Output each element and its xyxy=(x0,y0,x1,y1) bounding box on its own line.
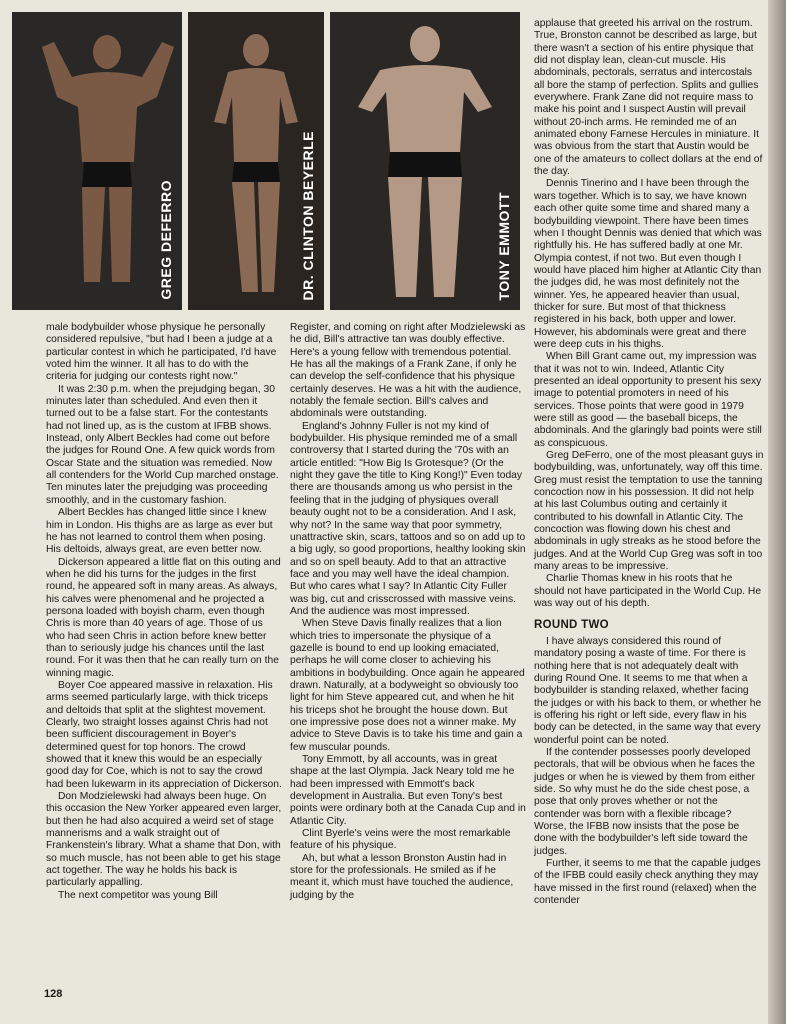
paragraph: Tony Emmott, by all accounts, was in great shape at the last Olympia. Jack Neary told me he had been impressed with Emmott's back development in Australia. But even Tony's best points were ordinary both at the Canada Cup and in Atlantic City. xyxy=(290,754,526,827)
text-column-3 xyxy=(534,18,764,907)
paragraph: Boyer Coe appeared massive in relaxation. His arms seemed particularly large, with thick triceps and deltoids that split at the slightest movement. Clearly, two straight losses against Chris had not been sufficient discouragement in Boyer's determined quest for top honors. The crowd showed that it knew this would be an especially good day for Coe, which is not to say the crowd had been lukewarm in its appreciation of Dickerson. xyxy=(46,679,282,790)
bodybuilder-figure-3 xyxy=(330,12,520,310)
paragraph: male bodybuilder whose physique he personally considered repulsive, "but had I been a judge at a particular contest in which he participated, I'd have voted him the winner. It all has to do with the criteria for judging our contests right now." xyxy=(46,322,277,383)
page-binding-edge xyxy=(768,0,786,1024)
paragraph: If the contender possesses poorly developed pectorals, that will be obvious when he faces the judges or when he is viewed by them from either side. So why must he do the side chest pose, a pose that only proves whether or not the contender was born with a flexible ribcage? Worse, the IFBB now insists that the pose be done with the bodybuilder's left side toward the judges. xyxy=(534,746,755,857)
section-heading-round-two: ROUND TWO xyxy=(534,618,609,631)
paragraph: Greg DeFerro, one of the most pleasant guys in bodybuilding, was, unfortunately, way off this time. Greg must resist the temptation to use the tanning concoction now in his possession. It did not help at his last Columbus outing and certainly it contributed to his downfall in Atlantic City. The concoction was flowing down his chest and abdominals in ugly streaks as he stood before the judges. And at the World Cup Greg was soft in too many areas to be impressive. xyxy=(534,450,764,573)
paragraph: It was 2:30 p.m. when the prejudging began, 30 minutes later than scheduled. And even then it turned out to be a false start. For the contestants had not lined up, as is the custom at IFBB shows. Instead, only Albert Beckles had come out before the judges for Round One. A few quick words from Oscar State and the situation was remedied. Now all contenders for the World Cup marched onstage. Ten minutes later the prejudging was proceeding smoothly, and in the customary fashion. xyxy=(46,383,279,506)
paragraph: Clint Byerle's veins were the most remarkable feature of his physique. xyxy=(290,828,511,852)
paragraph: I have always considered this round of mandatory posing a waste of time. For there is nothing here that is not adequately dealt with during Round One. It seems to me that when a bodybuilder is standing relaxed, whether facing the judges or with his back to them, or whether he is offering his right or left side, every flaw in his body can be detected, in the same way that every wonderful point can be noted. xyxy=(534,635,762,746)
text-column-2 xyxy=(290,322,526,902)
bodybuilder-figure-1 xyxy=(12,12,182,310)
paragraph: England's Johnny Fuller is not my kind of bodybuilder. His physique reminded me of a small controversy that I started during the '70s with an article entitled: "How Big Is Grotesque? (Or the night they gave the title to King Kong!)" Even today there are thousands among us who persist in the feeling that in the judging of physiques overall beauty ought not to be a consideration. And I ask, why not? In the same way that poor symmetry, unattractive skin, scars, tattoos and so on add up to a big ugly, so good proportions, healthy looking skin and so on spell beauty. Add to that an attractive face and you may well have the ideal champion. But who cares what I say? In Atlantic City Fuller was big, cut and crisscrossed with massive veins. And the audience was most impressed. xyxy=(290,420,526,617)
photo-tony-emmott xyxy=(330,12,520,310)
paragraph: Albert Beckles has changed little since I knew him in London. His thighs are as large as ever but he has not learned to control them when posing. His deltoids, always great, are even better now. xyxy=(46,507,273,556)
paragraph: Don Modzielewski had always been huge. On this occasion the New Yorker appeared even larger, but then he had also acquired a weird set of stage mannerisms and a walk straight out of Frankenstein's library. What a shame that Don, with so much muscle, has not been able to get his stage act together. The way he holds his back is particularly appalling. xyxy=(46,791,282,889)
text-column-1 xyxy=(46,322,282,902)
paragraph: Charlie Thomas knew in his roots that he should not have participated in the World Cup. He was way out of his depth. xyxy=(534,573,762,610)
photo-caption-3: TONY EMMOTT xyxy=(496,191,512,300)
paragraph: Register, and coming on right after Modzielewski as he did, Bill's attractive tan was doubly effective. Here's a young fellow with tremendous potential. He has all the makings of a Frank Zane, if only he can develop the self-confidence that his physique certainly deserves. He was a hit with the audience, notably the female section. Bill's calves and abdominals were outstanding. xyxy=(290,322,526,420)
page-number: 128 xyxy=(44,988,63,1000)
paragraph: Ah, but what a lesson Bronston Austin had in store for the professionals. He smiled as if he meant it, which must have touched the audience, judging by the xyxy=(290,852,514,901)
paragraph: Further, it seems to me that the capable judges of the IFBB could easily check anything they may have missed in the first round (relaxed) when the contender xyxy=(534,858,761,907)
photo-caption-1: GREG DEFERRO xyxy=(158,180,174,300)
paragraph: When Bill Grant came out, my impression was that it was not to win. Indeed, Atlantic City presented an ideal opportunity to present his sexy image to potential promoters in need of his services. Those points that were good in 1979 were still as good — the baseball biceps, the abdominals. And the glaringly bad points were still as conspicuous. xyxy=(534,351,762,449)
paragraph: applause that greeted his arrival on the rostrum. True, Bronston cannot be described as large, but there wasn't a section of his entire physique that did not display lean, clean-cut muscle. His abdominals, pectorals, serratus and intercostals all bore the stamp of perfection. Splits and gullies everywhere. Frank Zane did not require mass to make his point and I suspect Austin will prevail without 20-inch arms. He reminded me of an animated ebony Farnese Hercules in miniature. It was obvious from the start that Austin would be one of the amateurs to collect dollars at the end of the day. xyxy=(534,18,763,178)
photo-caption-2: DR. CLINTON BEYERLE xyxy=(300,130,316,300)
paragraph: When Steve Davis finally realizes that a lion which tries to impersonate the physique of a gazelle is bound to end up looking emaciated, perhaps he will come closer to achieving his ambitions in bodybuilding. Once again he appeared drawn. Naturally, at a bodyweight so obviously too light for him Steve appeared cut, and when he hit his triceps shot he brought the house down. But one impressive pose does not a winner make. My advice to Steve Davis is to take his time and gain a few muscular pounds. xyxy=(290,618,525,753)
paragraph: The next competitor was young Bill xyxy=(58,889,218,901)
paragraph: Dennis Tinerino and I have been through the wars together. Which is to say, we have known each other quite some time and shared many a bodybuilding viewpoint. There have been times when I thought Dennis was denied that which was rightfully his. He has suffered badly at one Mr. Olympia contest, if not two. But even though I would have placed him higher at Atlantic City than the judges did, he was most definitely not the winner. Yes, he appeared heavier than usual, thicker for sure. But most of that thickness registered in his back, both upper and lower. However, his abdominals were great and there were deep cuts in his thighs. xyxy=(534,178,762,350)
photo-clinton-beyerle xyxy=(188,12,324,310)
photo-greg-deferro xyxy=(12,12,182,310)
paragraph: Dickerson appeared a little flat on this outing and when he did his turns for the judges in the first round, he appeared soft in many areas. As always, his calves were phenomenal and he projected a persona loaded with boyish charm, even though Chris is more than 40 years of age. Those of us who had seen Chris in action before knew better than to seriously judge his chances until the last round. For it was then that he can really turn on the winning magic. xyxy=(46,556,281,679)
